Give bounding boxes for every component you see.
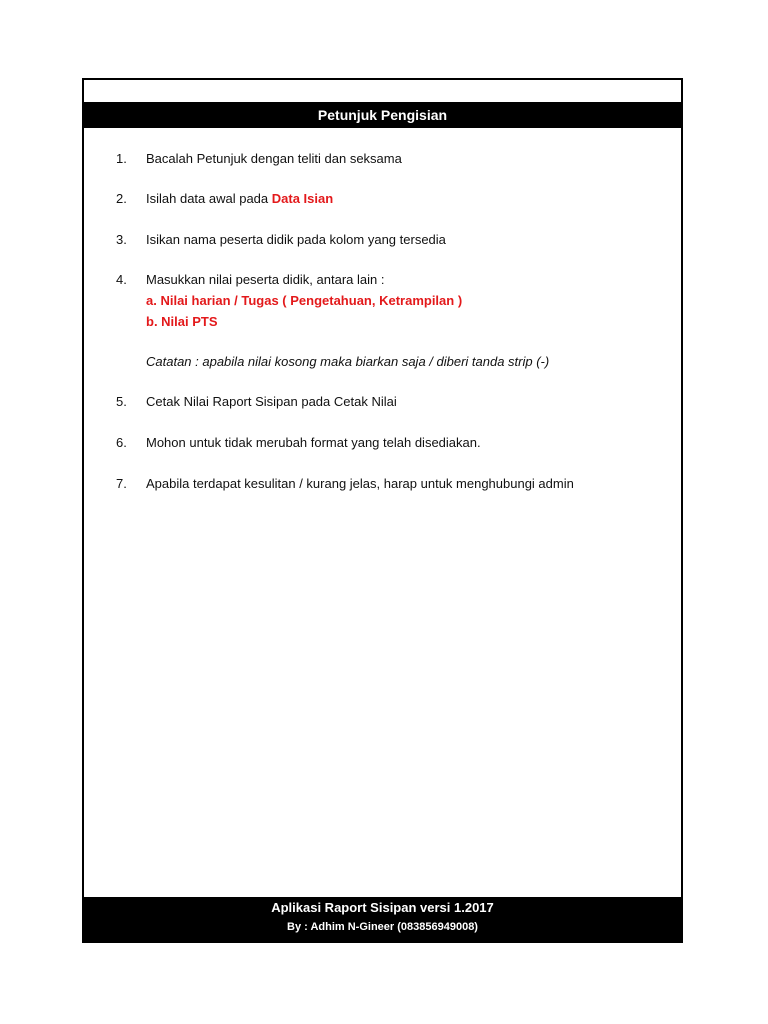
page-title: Petunjuk Pengisian: [317, 107, 448, 123]
item-number: 4.: [116, 272, 127, 287]
header-bar: [84, 102, 681, 128]
instruction-sheet: [82, 78, 683, 943]
footer-bar: [84, 897, 681, 941]
item-text: Mohon untuk tidak merubah format yang telah disediakan.: [146, 435, 481, 450]
item-text: Apabila terdapat kesulitan / kurang jelas, harap untuk menghubungi admin: [146, 476, 574, 491]
item-number: 7.: [116, 476, 127, 491]
item-text: Isikan nama peserta didik pada kolom yang tersedia: [146, 232, 446, 247]
item-number: 2.: [116, 191, 127, 206]
item-text: Isilah data awal pada: [146, 191, 272, 206]
data-isian-highlight: Data Isian: [271, 191, 334, 206]
footer-credit: By : Adhim N-Gineer (083856949008): [287, 921, 478, 933]
note-text: Catatan : apabila nilai kosong maka biarkan saja / diberi tanda strip (-): [146, 354, 550, 369]
item-number: 5.: [116, 394, 127, 409]
item-number: 1.: [116, 151, 127, 166]
sub-item-text: a. Nilai harian / Tugas ( Pengetahuan, Ketrampilan ): [146, 293, 463, 308]
item-number: 6.: [116, 435, 127, 450]
item-text: Cetak Nilai Raport Sisipan pada Cetak Nilai: [146, 394, 397, 409]
footer-title: Aplikasi Raport Sisipan versi 1.2017: [271, 900, 494, 915]
sub-item-text: b. Nilai PTS: [146, 314, 218, 329]
item-text-wrapper: [146, 188, 333, 209]
item-text: Masukkan nilai peserta didik, antara lain :: [146, 272, 385, 287]
item-text: Bacalah Petunjuk dengan teliti dan seksama: [146, 151, 402, 166]
item-number: 3.: [116, 232, 127, 247]
